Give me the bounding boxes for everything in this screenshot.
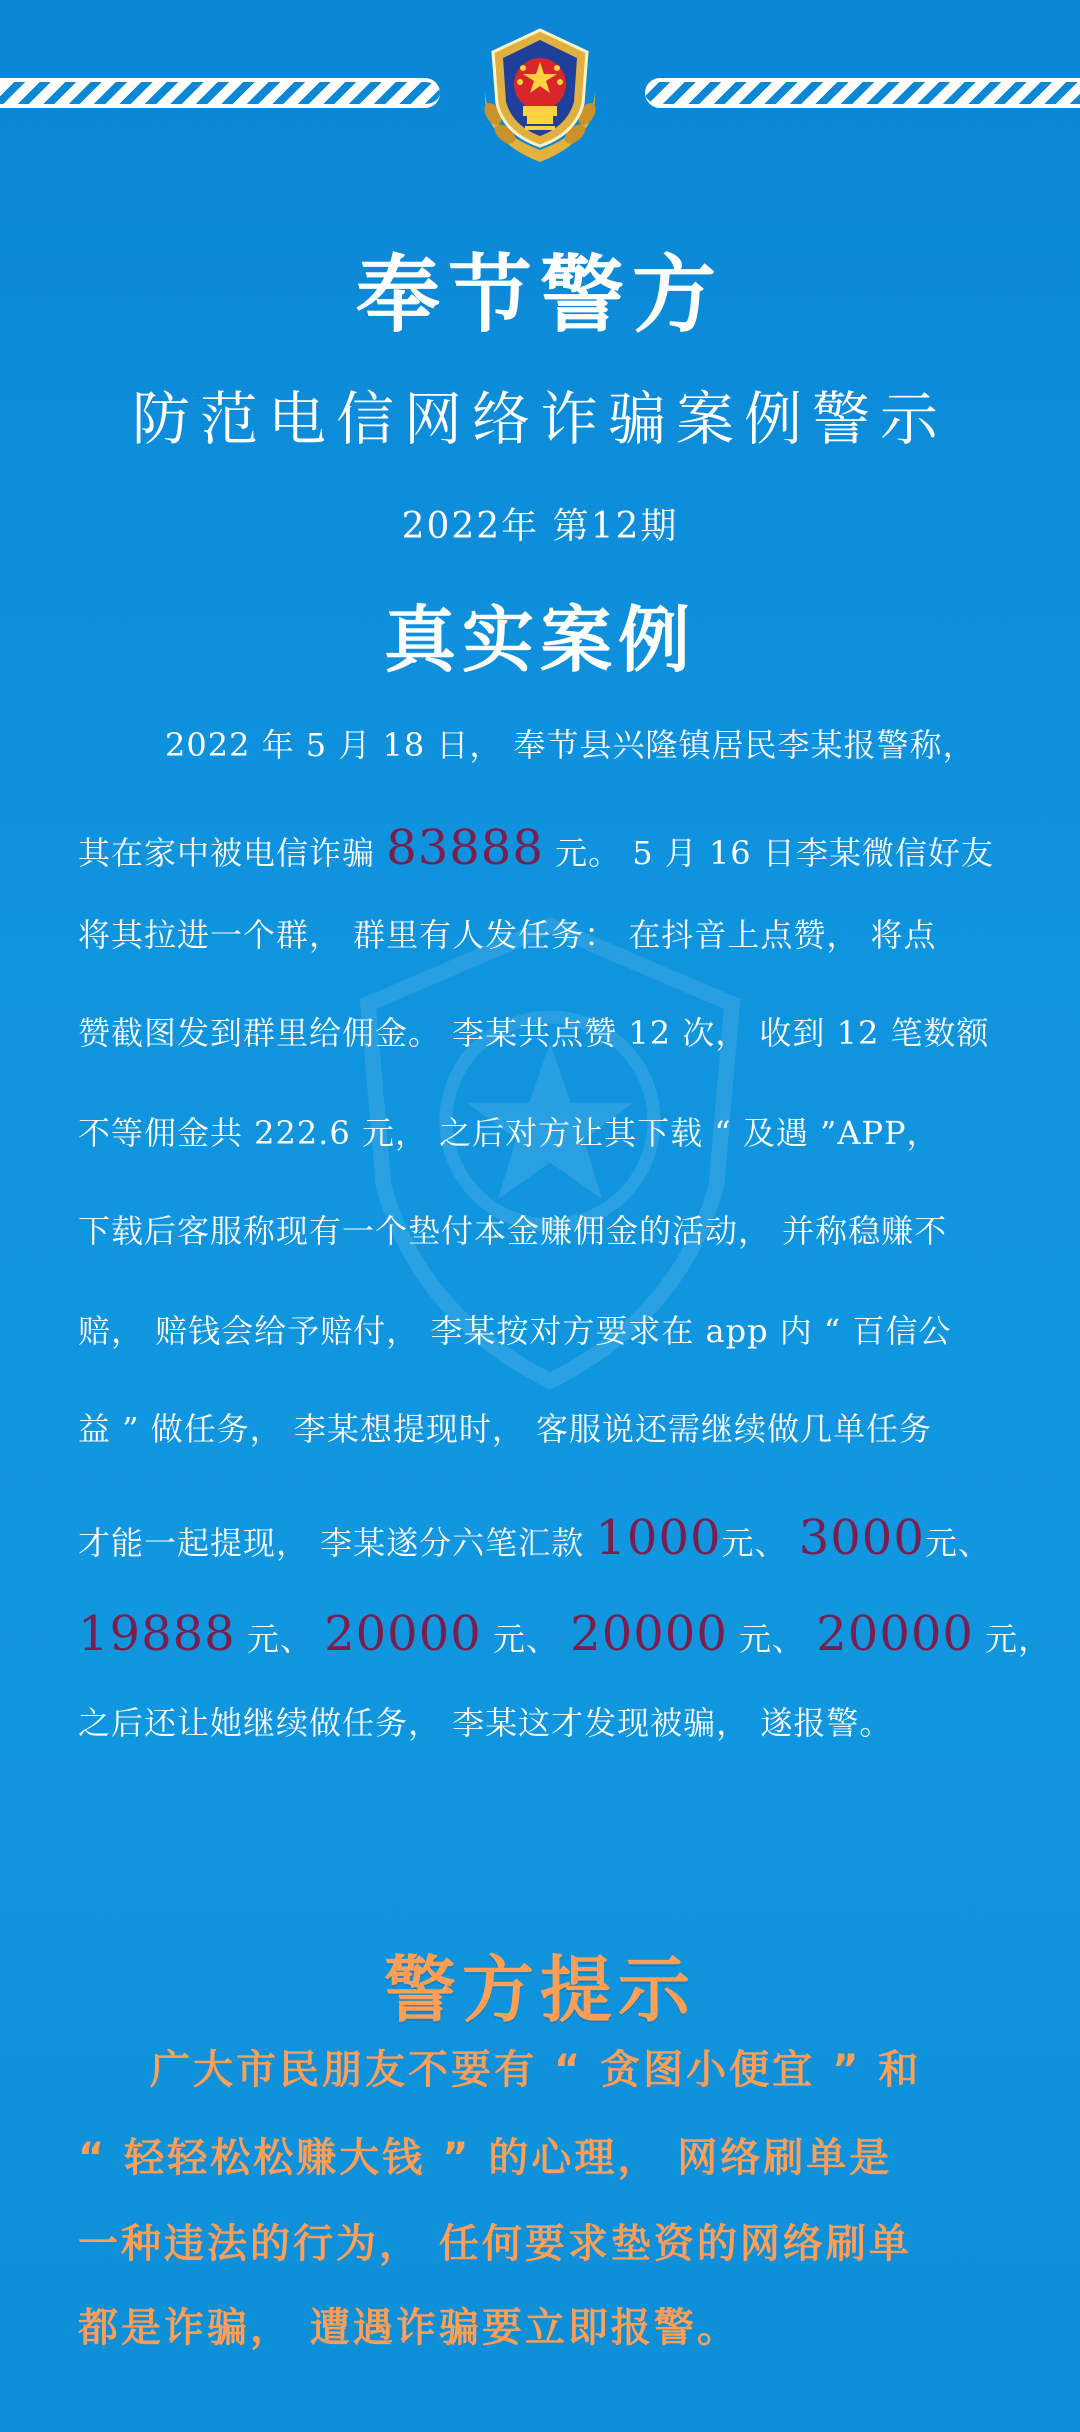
payment-amount: 3000 [798, 1510, 925, 1566]
case-line-7: 赔， 赔钱会给予赔付， 李某按对方要求在 app 内 “ 百信公 [78, 1312, 952, 1350]
page-title: 奉节警方 [355, 246, 724, 344]
unit: 元 [721, 1524, 755, 1562]
unit: 元 [739, 1620, 773, 1658]
separator: 、 [957, 1524, 991, 1562]
case-text: 才能一起提现， 李某遂分六笔汇款 [78, 1524, 585, 1562]
issue-label: 2022年 第12期 [401, 506, 679, 547]
tip-line-4: 都是诈骗， 遭遇诈骗要立即报警。 [78, 2305, 740, 2351]
separator: 、 [525, 1620, 559, 1658]
section-title-cases: 真实案例 [383, 598, 696, 682]
payment-amount: 19888 [78, 1606, 236, 1662]
unit: 元 [985, 1620, 1019, 1658]
case-line-5: 不等佣金共 222.6 元， 之后对方让其下载 “ 及遇 ”APP， [78, 1114, 940, 1152]
payment-amount: 20000 [816, 1606, 974, 1662]
case-line-9 [78, 1510, 1018, 1566]
loss-amount: 83888 [386, 820, 544, 876]
case-line-3: 将其拉进一个群， 群里有人发任务： 在抖音上点赞， 将点 [78, 916, 937, 954]
payment-amount: 1000 [595, 1510, 722, 1566]
case-line-2 [78, 820, 1018, 876]
case-line-1: 2022 年 5 月 18 日， 奉节县兴隆镇居民李某报警称， [165, 726, 976, 764]
tip-line-3: 一种违法的行为， 任何要求垫资的网络刷单 [78, 2221, 912, 2267]
unit: 元 [924, 1524, 958, 1562]
tip-line-1: 广大市民朋友不要有 “ 贪图小便宜 ” 和 [150, 2047, 922, 2093]
case-text: 元。 5 月 16 日李某微信好友 [555, 834, 994, 872]
separator: 、 [754, 1524, 788, 1562]
case-text: 其在家中被电信诈骗 [78, 834, 376, 872]
payment-amount: 20000 [324, 1606, 482, 1662]
separator: 、 [279, 1620, 313, 1658]
header-stripe-right [645, 78, 1080, 108]
unit: 元 [492, 1620, 526, 1658]
payment-amount: 20000 [570, 1606, 728, 1662]
police-tips-title: 警方提示 [383, 1948, 696, 2032]
police-emblem-icon [465, 22, 615, 172]
case-line-11: 之后还让她继续做任务， 李某这才发现被骗， 遂报警。 [78, 1704, 893, 1742]
separator: 、 [772, 1620, 806, 1658]
case-line-10 [78, 1606, 1052, 1662]
page-subtitle: 防范电信网络诈骗案例警示 [131, 385, 948, 453]
unit: 元 [246, 1620, 280, 1658]
case-line-4: 赞截图发到群里给佣金。 李某共点赞 12 次， 收到 12 笔数额 [78, 1014, 990, 1052]
tip-line-2: “ 轻轻松松赚大钱 ” 的心理， 网络刷单是 [78, 2135, 893, 2181]
case-line-6: 下载后客服称现有一个垫付本金赚佣金的活动， 并称稳赚不 [78, 1212, 948, 1250]
header-stripe-left [0, 78, 440, 108]
separator: ， [1018, 1620, 1052, 1658]
case-line-8: 益 ” 做任务， 李某想提现时， 客服说还需继续做几单任务 [78, 1410, 933, 1448]
